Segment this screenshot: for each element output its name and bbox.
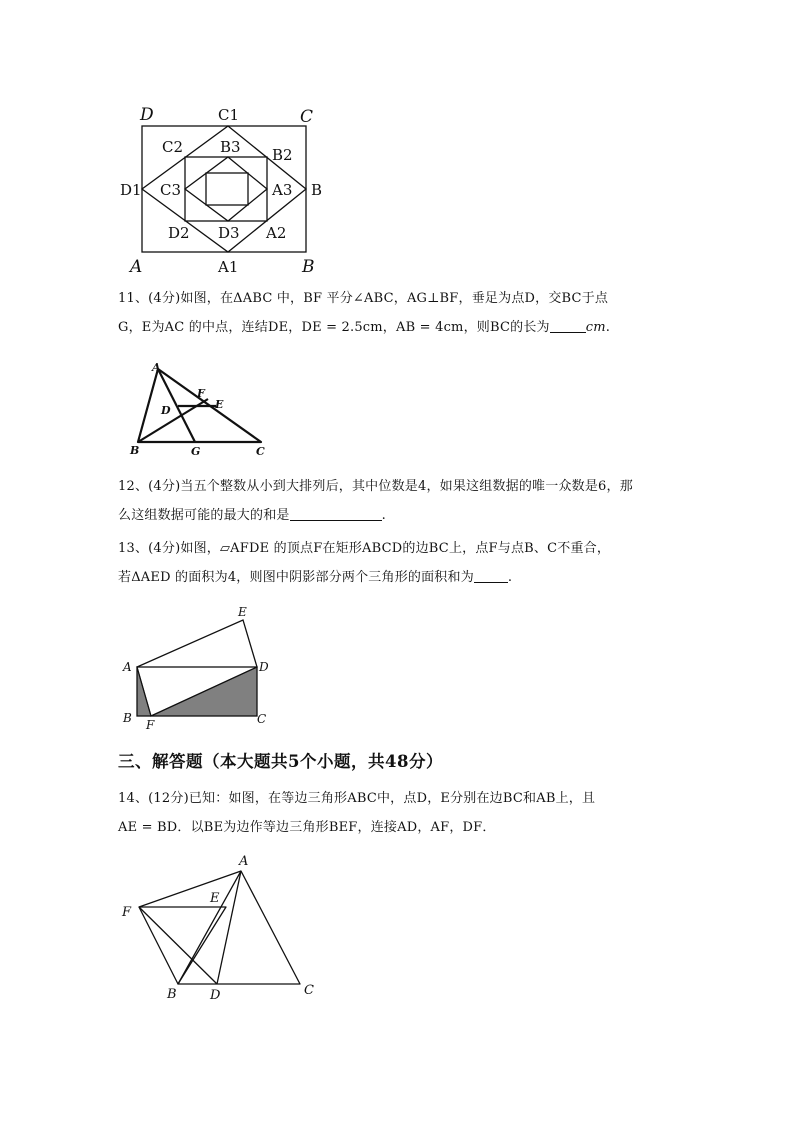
label-C2: C2: [162, 138, 184, 156]
label-A: A: [239, 854, 249, 869]
label-F: F: [197, 387, 205, 400]
label-A: A: [130, 257, 143, 277]
question-12-line1: 12、(4分)当五个整数从小到大排列后，其中位数是4，如果这组数据的唯一众数是6，那: [118, 479, 633, 494]
question-14-line1: 14、(12分)已知：如图，在等边三角形ABC中，点D，E分别在边BC和AB上，且: [118, 791, 596, 806]
label-B-right: B: [311, 181, 323, 199]
question-13-line2: 若ΔAED 的面积为4，则图中阴影部分两个三角形的面积和为 .: [118, 570, 513, 585]
section-3-heading: 三、解答题（本大题共5个小题，共48分）: [118, 752, 443, 771]
label-D: D: [259, 660, 269, 674]
label-D: D: [161, 404, 171, 417]
label-B-bottom: B: [302, 257, 315, 277]
square-2: [185, 157, 267, 221]
label-E: E: [215, 398, 224, 411]
label-A3: A3: [272, 181, 293, 199]
label-D1: D1: [120, 181, 142, 199]
question-12-line2: 么这组数据可能的最大的和是 .: [118, 508, 386, 523]
segment-df: [139, 907, 217, 984]
label-B: B: [167, 987, 177, 1002]
label-G: G: [191, 445, 201, 458]
label-C: C: [300, 107, 314, 127]
label-D: D: [210, 988, 221, 1003]
answer-blank-11[interactable]: [550, 318, 586, 333]
label-D: D: [140, 105, 154, 125]
label-E: E: [238, 605, 247, 619]
answer-blank-13[interactable]: [474, 568, 508, 583]
label-F: F: [146, 718, 155, 732]
triangle-abc-figure: [128, 360, 278, 460]
label-A1: A1: [218, 258, 239, 276]
question-13: [118, 534, 678, 592]
label-E: E: [210, 891, 220, 906]
label-B: B: [123, 711, 132, 725]
label-C: C: [256, 445, 265, 458]
label-A: A: [123, 660, 132, 674]
label-F: F: [122, 905, 132, 920]
nested-squares-figure: [110, 100, 340, 280]
label-C3: C3: [160, 181, 182, 199]
label-C1: C1: [218, 106, 240, 124]
label-A: A: [152, 361, 161, 374]
question-12: [118, 472, 678, 530]
question-14: [118, 784, 678, 842]
question-11-line2: G，E为AC 的中点，连结DE，DE = 2.5cm，AB = 4cm，则BC的长为 cm.: [118, 320, 611, 335]
rhombus-3: [185, 157, 267, 221]
label-B3: B3: [220, 138, 241, 156]
label-A2: A2: [266, 224, 287, 242]
inner-square: [206, 173, 248, 205]
segment-ad: [217, 871, 241, 984]
rectangle-parallelogram-figure: [118, 604, 278, 732]
segment-af: [139, 871, 241, 907]
equilateral-triangles-figure: [118, 852, 328, 1004]
label-C: C: [304, 983, 314, 998]
label-D3: D3: [218, 224, 240, 242]
label-C: C: [257, 712, 267, 726]
answer-blank-12[interactable]: [290, 506, 382, 521]
label-D2: D2: [168, 224, 190, 242]
triangle-bef: [139, 907, 226, 984]
question-14-line2: AE = BD．以BE为边作等边三角形BEF，连接AD，AF，DF．: [118, 820, 496, 835]
label-B: B: [130, 444, 140, 457]
question-13-line1: 13、(4分)如图，▱AFDE 的顶点F在矩形ABCD的边BC上，点F与点B、C不重合，: [118, 541, 611, 556]
triangle-abc: [178, 871, 300, 984]
label-B2: B2: [272, 146, 293, 164]
question-11-line1: 11、(4分)如图，在ΔABC 中，BF 平分∠ABC，AG⊥BF，垂足为点D，交BC于点: [118, 291, 609, 306]
question-11: [118, 284, 678, 342]
